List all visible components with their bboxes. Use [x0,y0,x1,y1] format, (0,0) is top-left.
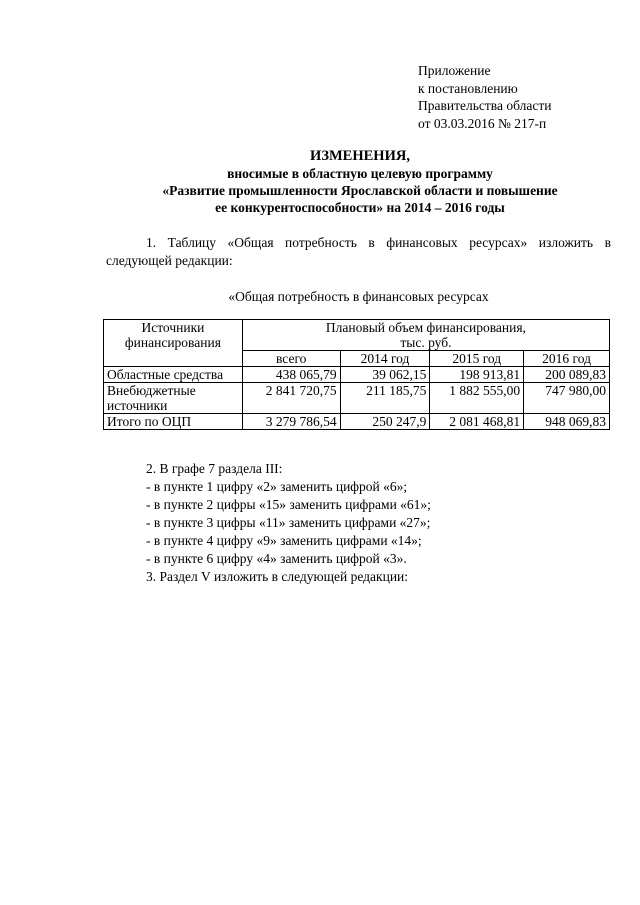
list-item: - в пункте 6 цифру «4» заменить цифрой «3». [146,551,407,566]
cell-total: 2 841 720,75 [242,383,340,414]
list-item: - в пункте 4 цифру «9» заменить цифрами «14»; [146,533,422,548]
list-item: - в пункте 3 цифры «11» заменить цифрами «27»; [146,515,431,530]
paragraph-1: 1. Таблицу «Общая потребность в финансовых ресурсах» изложить в следующей редакции: [106,235,611,268]
header-plan-line: Плановый объем финансирования, [325,320,526,335]
cell-2016: 200 089,83 [524,367,610,383]
appendix-line: Правительства области [418,98,552,113]
appendix-block [418,62,551,132]
list-item: - в пункте 1 цифру «2» заменить цифрой «6»; [146,479,408,494]
cell-2014: 39 062,15 [340,367,430,383]
cell-total: 438 065,79 [242,367,340,383]
table-header-row [104,320,610,351]
appendix-line: к постановлению [418,80,518,96]
cell-2014: 250 247,9 [340,414,430,430]
table-row [104,383,610,414]
cell-2016: 948 069,83 [524,414,610,430]
title-line: «Развитие промышленности Ярославской области и повышение [162,183,558,198]
cell-2016: 747 980,00 [524,383,610,414]
header-sources-line: Источники [141,320,205,335]
changes-list [146,460,431,586]
table-row [104,414,610,430]
header-total: всего [242,351,340,367]
list-item: 3. Раздел V изложить в следующей редакции: [146,569,409,584]
row-name: Итого по ОЦП [104,414,243,430]
row-name: Внебюджетные источники [104,383,243,414]
title-line: ее конкурентоспособности» на 2014 – 2016 годы [215,200,505,215]
table-row [104,367,610,383]
title-line: вносимые в областную целевую программу [227,166,493,181]
appendix-date: от 03.03.2016 № 217-п [418,115,547,131]
cell-2015: 198 913,81 [430,367,524,383]
row-name: Областные средства [104,367,243,383]
appendix-line: Приложение [418,63,491,78]
header-sources [104,320,243,367]
header-sources-line: финансирования [124,335,221,350]
cell-2014: 211 185,75 [340,383,430,414]
document-title [60,148,640,216]
finance-table [103,319,610,430]
title-heading: ИЗМЕНЕНИЯ, [310,148,410,164]
cell-2015: 1 882 555,00 [430,383,524,414]
cell-total: 3 279 786,54 [242,414,340,430]
cell-2015: 2 081 468,81 [430,414,524,430]
header-2016: 2016 год [524,351,610,367]
header-2014: 2014 год [340,351,430,367]
header-plan [242,320,609,351]
header-plan-line: тыс. руб. [400,335,452,350]
list-item: 2. В графе 7 раздела III: [146,461,283,476]
list-item: - в пункте 2 цифры «15» заменить цифрами «61»; [146,497,431,512]
table-caption: «Общая потребность в финансовых ресурсах [228,289,489,304]
header-2015: 2015 год [430,351,524,367]
